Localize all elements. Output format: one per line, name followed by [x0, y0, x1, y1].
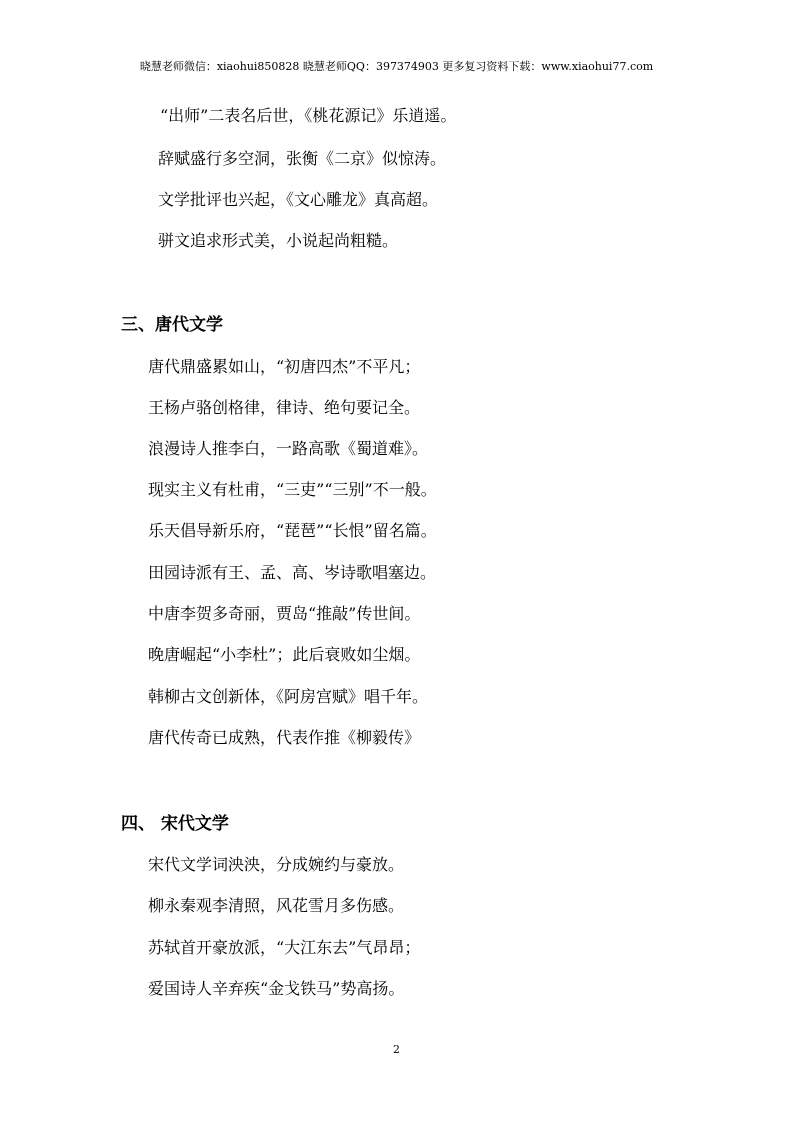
poem-line: 韩柳古文创新体，《阿房宫赋》唱千年。: [148, 687, 429, 706]
page-header: 晓慧老师微信：xiaohui850828 晓慧老师QQ：397374903 更多复习资料下载：www.xiaohui77.com: [139, 60, 654, 73]
section-heading-song: 四、 宋代文学: [121, 814, 229, 834]
poem-line: 宋代文学词泱泱，分成婉约与豪放。: [148, 855, 405, 874]
poem-line: 晚唐崛起“小李杜”；此后衰败如尘烟。: [148, 645, 421, 664]
poem-line: 浪漫诗人推李白，一路高歌《蜀道难》。: [148, 439, 429, 458]
poem-line: 辞赋盛行多空洞，张衡《二京》似惊涛。: [158, 149, 447, 168]
poem-line: 唐代传奇已成熟，代表作推《柳毅传》: [148, 728, 421, 747]
section-heading-tang: 三、唐代文学: [121, 315, 223, 335]
poem-line: 王杨卢骆创格律，律诗、绝句要记全。: [148, 398, 421, 417]
poem-line: 骈文追求形式美，小说起尚粗糙。: [158, 231, 399, 250]
page-number: 2: [393, 1043, 400, 1056]
poem-line: 中唐李贺多奇丽，贾岛“推敲”传世间。: [148, 604, 421, 623]
poem-line: 苏轼首开豪放派，“大江东去”气昂昂；: [148, 938, 421, 957]
poem-line: 文学批评也兴起，《文心雕龙》真高超。: [158, 190, 439, 209]
poem-line: 乐天倡导新乐府，“琵琶”“长恨”留名篇。: [148, 521, 437, 540]
poem-line: 爱国诗人辛弃疾“金戈铁马”势高扬。: [148, 979, 405, 998]
poem-line: 柳永秦观李清照，风花雪月多伤感。: [148, 896, 405, 915]
poem-line: 现实主义有杜甫，“三吏”“三别”不一般。: [148, 480, 437, 499]
poem-line: 田园诗派有王、孟、高、岑诗歌唱塞边。: [148, 563, 437, 582]
poem-line: “出师”二表名后世，《桃花源记》乐逍遥。: [160, 106, 457, 125]
poem-line: 唐代鼎盛累如山，“初唐四杰”不平凡；: [148, 357, 421, 376]
